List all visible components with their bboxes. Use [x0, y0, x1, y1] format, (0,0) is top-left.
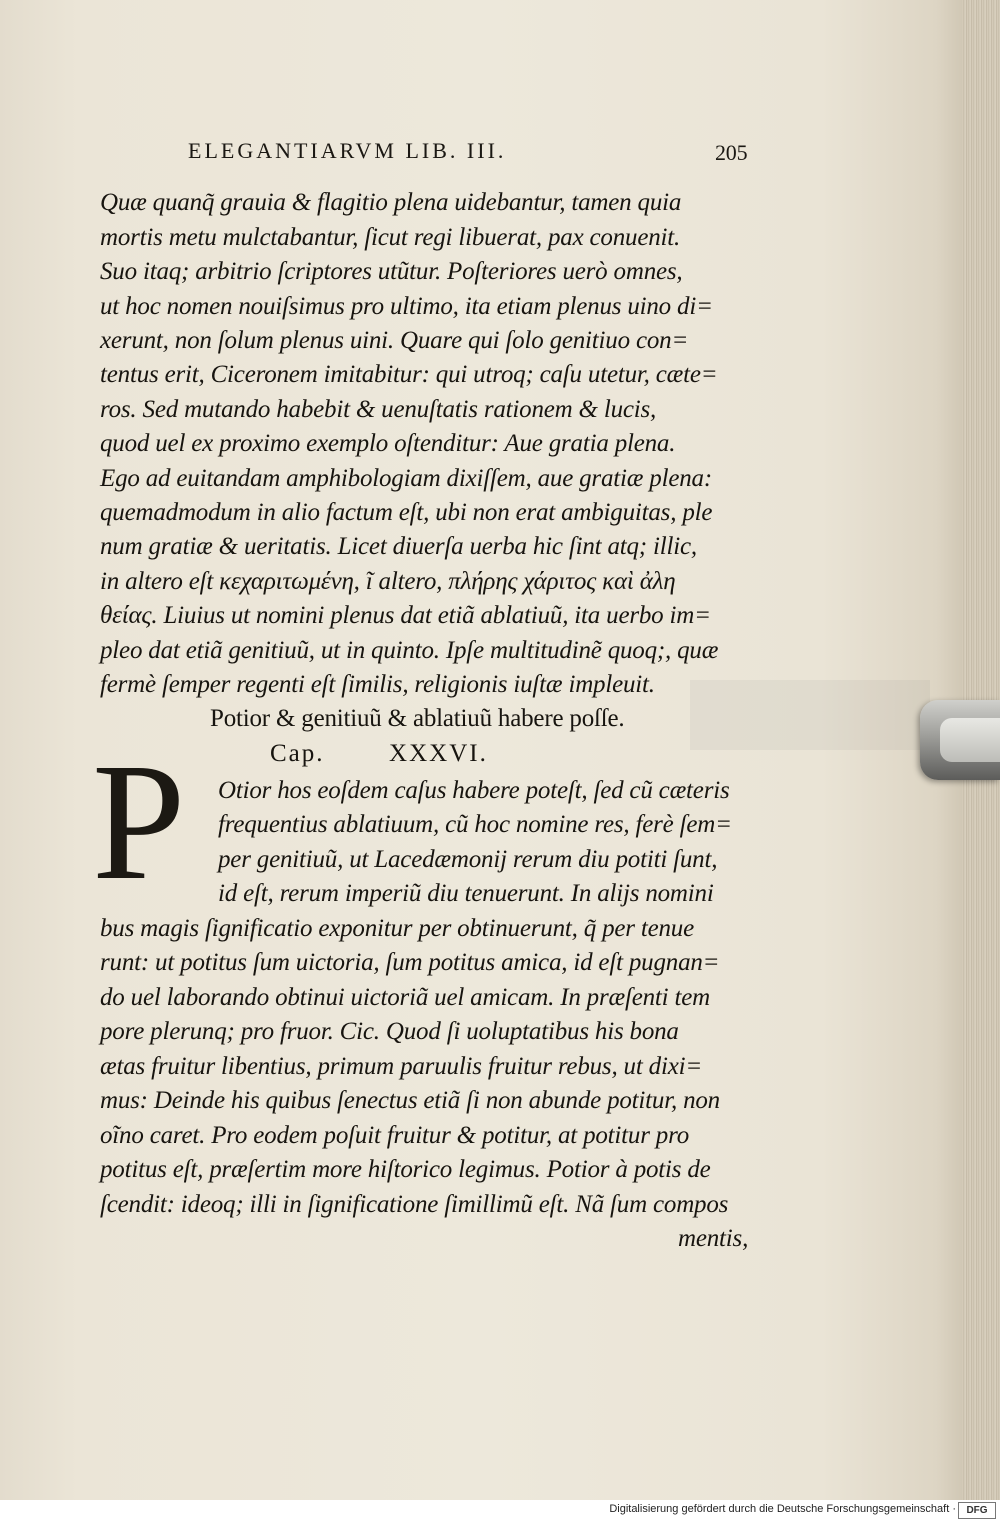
body-line-11: num gratiæ & ueritatis. Licet diuerſa uerba hic ſint atq; illic,	[100, 533, 697, 560]
footer-credit: Digitalisierung gefördert durch die Deutsche Forschungsgemeinschaft ·	[609, 1503, 956, 1515]
body-line-9: Ego ad euitandam amphibologiam dixiſſem, aue gratiæ plena:	[100, 465, 712, 492]
chapter-line-12: potitus eſt, præſertim more hiſtorico legimus. Potior à potis de	[100, 1156, 711, 1183]
body-line-5: xerunt, non ſolum plenus uini. Quare qui ſolo genitiuo con=	[100, 327, 689, 354]
body-line-6: tentus erit, Ciceronem imitabitur: qui utroq; caſu utetur, cæte=	[100, 361, 718, 388]
body-line-8: quod uel ex proximo exemplo oſtenditur: Aue gratia plena.	[100, 430, 676, 457]
body-line-12: in altero eſt κεχαριτωμένη, ĩ altero, πλήρης χάριτος καὶ ἀλη	[100, 568, 676, 595]
body-line-3: Suo itaq; arbitrio ſcriptores utũtur. Poſteriores uerò omnes,	[100, 258, 683, 285]
body-line-13: θείας. Liuius ut nomini plenus dat etiã ablatiuũ, ita uerbo im=	[100, 602, 711, 629]
chapter-label: Cap.	[270, 740, 325, 767]
chapter-line-8: pore plerunq; pro fruor. Cic. Quod ſi uoluptatibus his bona	[100, 1018, 679, 1045]
body-line-10: quemadmodum in alio factum eſt, ubi non erat ambiguitas, ple	[100, 499, 713, 526]
chapter-line-9: ætas fruitur libentius, primum paruulis fruitur rebus, ut dixi=	[100, 1053, 703, 1080]
chapter-line-7: do uel laborando obtinui uictoriã uel amicam. In præſenti tem	[100, 984, 710, 1011]
chapter-line-5: bus magis ſignificatio exponitur per obtinuerunt, q̃ per tenue	[100, 915, 694, 942]
dfg-logo: DFG	[958, 1502, 996, 1519]
body-line-7: ros. Sed mutando habebit & uenuſtatis rationem & lucis,	[100, 396, 657, 423]
page-number: 205	[715, 140, 748, 165]
body-line-1: Quæ quanq̃ grauia & flagitio plena uidebantur, tamen quia	[100, 189, 682, 216]
body-line-4: ut hoc nomen nouiſsimus pro ultimo, ita etiam plenus uino di=	[100, 293, 713, 320]
running-head: ELEGANTIARVM LIB. III.	[188, 138, 507, 163]
chapter-line-4: id eſt, rerum imperiũ diu tenuerunt. In alijs nomini	[218, 880, 714, 907]
chapter-line-3: per genitiuũ, ut Lacedæmonij rerum diu potiti ſunt,	[218, 846, 718, 873]
body-line-15: fermè ſemper regenti eſt ſimilis, religionis iuſtæ impleuit.	[100, 671, 655, 698]
body-line-2: mortis metu mulctabantur, ſicut regi libuerat, pax conuenit.	[100, 224, 681, 251]
chapter-line-14-catchword: mentis,	[678, 1225, 749, 1252]
chapter-number-line	[270, 737, 488, 771]
page-stain	[690, 680, 930, 750]
footer	[0, 1500, 1000, 1520]
chapter-line-10: mus: Deinde his quibus ſenectus etiã ſi non abunde potitur, non	[100, 1087, 720, 1114]
body-line-14: pleo dat etiã genitiuũ, ut in quinto. Ipſe multitudinẽ quoq;, quæ	[100, 637, 719, 664]
chapter-heading: Potior & genitiuũ & ablatiuũ habere poſſe.	[210, 705, 625, 732]
chapter-line-6: runt: ut potitus ſum uictoria, ſum potitus amica, id eſt pugnan=	[100, 949, 720, 976]
chapter-line-2: frequentius ablatiuum, cũ hoc nomine res, ferè ſem=	[218, 811, 732, 838]
chapter-number: XXXVI.	[389, 740, 488, 767]
chapter-line-1: Otior hos eoſdem caſus habere poteſt, ſed cũ cæteris	[218, 777, 730, 804]
chapter-line-11: oĩno caret. Pro eodem poſuit fruitur & potitur, at potitur pro	[100, 1122, 689, 1149]
chapter-line-13: ſcendit: ideoq; illi in ſignificatione ſimillimũ eſt. Nã ſum compos	[100, 1191, 729, 1218]
drop-cap: P	[92, 729, 186, 915]
